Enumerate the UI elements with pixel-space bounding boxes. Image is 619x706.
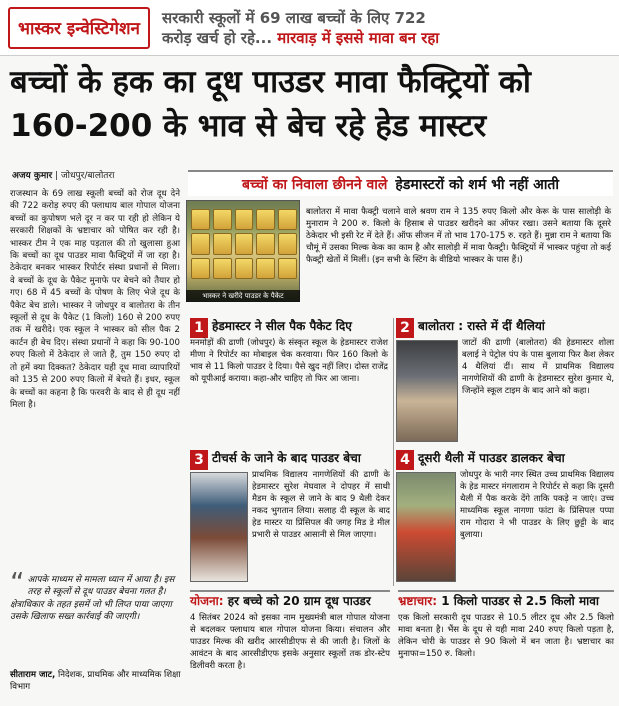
corruption-label: भ्रष्टाचार: xyxy=(398,594,437,608)
left-column-text xyxy=(10,188,180,411)
teaser-line2 xyxy=(162,28,439,48)
top-photo-caption: भास्कर ने खरीदे पाउडर के पैकेट xyxy=(186,290,300,302)
story-number: 4 xyxy=(396,450,414,470)
story-4 xyxy=(396,450,614,586)
masthead xyxy=(0,0,619,56)
scheme-heading xyxy=(190,592,390,610)
headline: बच्चों के हक का दूध पाउडर मावा फैक्ट्रियों को 160-200 के भाव से बेच रहे हेड मास्टर xyxy=(10,64,531,144)
byline-author: अजय कुमार xyxy=(12,171,53,181)
story-body: प्राथमिक विद्यालय नागणेशियों की ढाणी के हेडमास्टर सुरेश मेघवाल ने दोपहर में साथी मैडम के स्कूल से जाने के बाद 9 थैली देकर नकद भुगतान लिया। सलाह दी स्कूल के बाद हेड मास्टर या प्रिंसिपल की जगह मिड डे मील प्रभारी से पाउडर आसानी से मिल जाएगा। xyxy=(252,469,390,539)
story-title: हेडमास्टर ने सील पैक पैकेट दिए xyxy=(212,319,352,333)
story-number: 2 xyxy=(396,318,414,338)
teaser-line2-highlight: मारवाड़ में इससे मावा बन रहा xyxy=(277,28,440,47)
brand-logo xyxy=(8,7,150,49)
subhead-red: बच्चों का निवाला छीनने वाले xyxy=(241,176,388,193)
teacher-photo xyxy=(190,472,248,582)
story-title: दूसरी थैली में पाउडर डालकर बेचा xyxy=(418,451,565,465)
quote-mark-icon: “ xyxy=(10,566,25,599)
subhead-black: हेडमास्टरों को शर्म भी नहीं आती xyxy=(395,176,560,193)
quote-text: आपके माध्यम से मामला ध्यान में आया है। इस तरह से स्कूलों से दूध पाउडर बेचना गलत है। क्षेत्राधिकार के तहत इसमें जो भी लिप्त पाया जाएगा उसके खिलाफ सख्त कार्रवाई की जाएगी। xyxy=(10,575,175,623)
signature-name: सीताराम जाट, xyxy=(10,670,56,680)
story-body: मनमोड़ों की ढाणी (जोधपुर) के संस्कृत स्कूल के हेडमास्टर राजेश मीणा ने रिपोर्टर का मोबाइल चेक करवाया। फिर 160 किलो के भाव से 11 किलो पाउडर दे दिया। पैसे खुद नहीं लिए। दोस्त राजेंद्र को यूपीआई कराया। कहा-और चाहिए तो फिर आ जाना। xyxy=(190,337,388,383)
left-column-body: राजस्थान के 69 लाख स्कूली बच्चों को रोज दूध देने की 722 करोड़ रुपए की फ्लाधाय बाल गोपाल योजना बच्चों का कुपोषण भले दूर न कर पा रही हो लेकिन ये सरकारी शिक्षकों के भ्रष्टाचार को पोषित कर रही है। भास्कर टीम ने एक माह पड़ताल की तो खुलासा हुआ कि बच्चों का दूध पाउडर मावा फैक्ट्रियों में जा रहा है। ठेकेदार बनकर भास्कर रिपोर्टर संस्था प्रधानों से मिला। वे बच्चों के दूध के पैकेट मुनाफे पर बेचने को तैयार हो गए। 68 में 45 बच्चों के पोषण के लिए भेजे दूध के पैकेट बेच डाले। भास्कर ने जोधपुर व बालोतरा के तीन स्कूलों से दूध के पैकेट (1 किलो) 160 से 200 रुपए तक में खरीदे। एक स्कूल ने भास्कर को सील पैक 2 कार्टन ही बेच दिए। संस्था प्रधानों ने कहा कि 90-100 रुपए किलो में ठेकेदार ले जाते हैं, तुम 150 रुपए दो तो हमें क्या दिक्कत? ठेकेदार यही दूध मावा व्यापारियों को 135 से 200 रुपए किलो में बेचते हैं। इधर, स्कूल के बच्चों का कहना है कि फरवरी के बाद से ही दूध नहीं मिला है। xyxy=(10,189,180,410)
signature-role: निदेशक, प्राथमिक और माध्यमिक शिक्षा विभाग xyxy=(10,670,181,692)
milk-packets-photo xyxy=(186,200,300,302)
story-number: 1 xyxy=(190,318,208,338)
headmaster-photo xyxy=(396,472,456,582)
byline-place: जोधपुर/बालोतरा xyxy=(61,171,115,181)
quote-signature xyxy=(10,670,190,693)
scheme-box xyxy=(190,590,390,672)
story-title: बालोतरा : रास्ते में दीं थैलियां xyxy=(418,319,545,333)
story-number: 3 xyxy=(190,450,208,470)
teaser-line1: सरकारी स्कूलों में 69 लाख बच्चों के लिए 722 xyxy=(161,8,426,27)
byline xyxy=(12,168,114,181)
story-3 xyxy=(190,450,390,586)
packet-grid xyxy=(191,209,297,279)
teaser-line2-start: करोड़ खर्च हो रहे... xyxy=(161,28,273,47)
story-2 xyxy=(396,318,614,448)
story-title: टीचर्स के जाने के बाद पाउडर बेचा xyxy=(212,451,361,465)
corruption-body: एक किलो सरकारी दूध पाउडर से 10.5 लीटर दूध और 2.5 किलो मावा बनता है। भैंस के दूध से यही मावा 240 रुपए किलो पड़ता है, लेकिन चोरी के पाउडर से 90 किलो में बन जाता है। भ्रष्टाचार का मुनाफा=150 रु. किलो। xyxy=(398,613,614,659)
story-body: जोधपुर के भारी नगर स्थित उच्च प्राथमिक विद्यालय के हेड मास्टर मंगलाराम ने रिपोर्टर से कहा कि दूसरी थैली में पैक करके देंगे ताकि पकड़े न जाएं। उच्च माध्यमिक स्कूल नागणा फांटा के प्रिंसिपल पप्पा राम गोदारा ने भी पाउडर के लिए छुट्टी के बाद बुलाया। xyxy=(460,469,614,539)
corruption-title: 1 किलो पाउडर से 2.5 किलो मावा xyxy=(441,594,600,608)
story-divider-vertical xyxy=(393,318,394,586)
scheme-title: हर बच्चे को 20 ग्राम दूध पाउडर xyxy=(227,594,371,608)
brand-part1: भास्कर xyxy=(18,18,61,39)
teaser xyxy=(162,8,439,48)
byline-separator: | xyxy=(55,171,61,181)
corruption-heading xyxy=(398,592,614,610)
story-1 xyxy=(190,318,390,448)
scheme-body: 4 सितंबर 2024 को इसका नाम मुख्यमंत्री बाल गोपाल योजना से बदलकर फ्लाधाय बाल गोपाल योजना किया। संचालन और पाउडर मिल्क की खरीद आरसीडीएफ से की जाती है। जिलों के आवंटन के बाद आरसीडीएफ इसके अनुसार स्कूलों तक डोर-स्टेप डिलीवरी करता है। xyxy=(190,613,390,671)
scheme-label: योजना: xyxy=(190,594,224,608)
official-quote xyxy=(10,566,190,624)
section-subhead xyxy=(188,170,613,196)
reporter-photo xyxy=(396,340,458,442)
story-body: जाटों की ढाणी (बालोतरा) की हेडमास्टर शोला बलाई ने पेट्रोल पंप के पास बुलाया फिर कैश लेकर 4 थैलियां दीं। साथ में प्राथमिक विद्यालय नागणेशियों की ढाणी के हेडमास्टर सुरेश कुमार थे, जिन्होंने स्कूल टाइम के बाद आने को कहा। xyxy=(462,337,614,395)
corruption-box xyxy=(398,590,614,660)
intro-text: बालोतरा में मावा फैक्ट्री चलाने वाले श्रवण राम ने 135 रुपए किलो और केरू के पास सालोड़ी के मुनाराम ने 200 रु. किलो के हिसाब से पाउडर खरीदने का ऑफर रखा। उसने बताया कि दूसरे ठेकेदार भी इसी रेट में देते हैं। ऑफ सीजन में तो भाव 170-175 रु. रहते हैं। मुन्ना राम ने बताया कि चौमूं में उसका मिल्क केक का काम है और सालोड़ी में मावा फैक्ट्री। फैक्ट्रियों में भास्कर पहुंचा तो कई फैक्ट्री खेतों में मिलीं। (इन सभी के स्टिंग के वीडियो भास्कर के पास हैं।) xyxy=(306,207,611,265)
brand-part2: इन्वेस्टिगेशन xyxy=(66,18,140,39)
